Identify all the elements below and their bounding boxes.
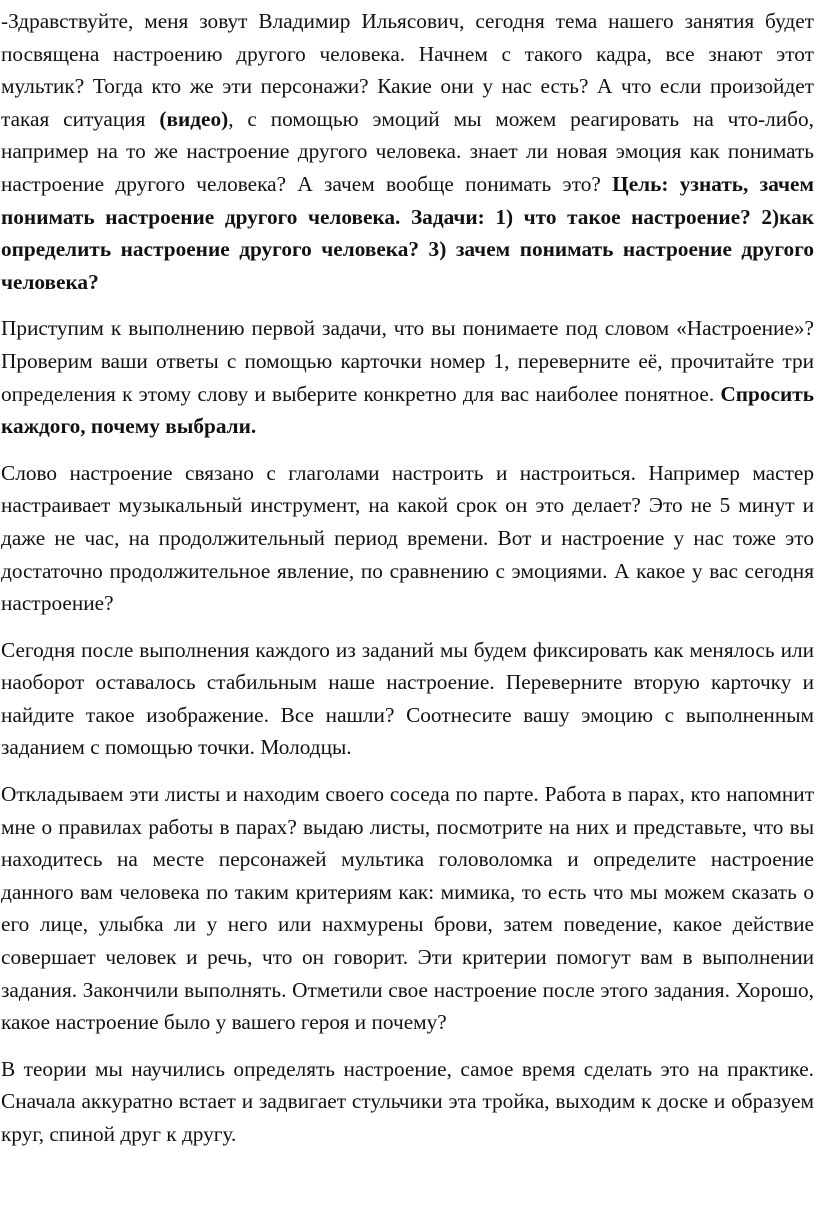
paragraph-6: [1, 1053, 814, 1151]
paragraph-2: [1, 312, 814, 442]
bold-text-run: (видео): [159, 106, 229, 131]
text-run: Откладываем эти листы и находим своего соседа по парте. Работа в парах, кто напомнит мне о правилах работы в парах? выдаю листы, посмотрите на них и представьте, что вы находитесь на месте персонажей мультика головоломка и определите настроение данного вам человека по таким критериям как: мимика, то есть что мы можем сказать о его лице, улыбка ли у него или нахмурены брови, затем поведение, какое действие совершает человек и речь, что он говорит. Эти критерии помогут вам в выполнении задания. Закончили выполнять. Отметили свое настроение после этого задания. Хорошо, какое настроение было у вашего героя и почему?: [1, 782, 814, 1035]
text-run: -Здравствуйте, меня зовут Владимир Ильясович, сегодня тема нашего занятия будет посвящена настроению другого человека. Начнем с такого кадра, все знают этот мультик? Тогда кто же эти персонажи? Какие они у нас есть? А что если произойдет такая ситуация: [1, 9, 814, 131]
text-run: Слово настроение связано с глаголами настроить и настроиться. Например мастер настраивает музыкальный инструмент, на какой срок он это делает? Это не 5 минут и даже не час, на продолжительный период времени. Вот и настроение у нас тоже это достаточно продолжительное явление, по сравнению с эмоциями. А какое у вас сегодня настроение?: [1, 460, 814, 616]
paragraph-5: [1, 778, 814, 1039]
paragraph-3: [1, 457, 814, 620]
paragraph-4: [1, 634, 814, 764]
bold-text-run: Цель: узнать, зачем понимать настроение другого человека. Задачи: 1) что такое настроение? 2)как определить настроение другого человека? 3) зачем понимать настроение другого человека?: [1, 171, 814, 294]
text-run: В теории мы научились определять настроение, самое время сделать это на практике. Сначала аккуратно встает и задвигает стульчики эта тройка, выходим к доске и образуем круг, спиной друг к другу.: [1, 1056, 814, 1146]
text-run: , с помощью эмоций мы можем реагировать на что-либо, например на то же настроение другого человека. знает ли новая эмоция как понимать настроение другого человека? А зачем вообще понимать это?: [1, 106, 814, 196]
text-run: Сегодня после выполнения каждого из заданий мы будем фиксировать как менялось или наоборот оставалось стабильным наше настроение. Переверните вторую карточку и найдите такое изображение. Все нашли? Соотнесите вашу эмоцию с выполненным заданием с помощью точки. Молодцы.: [1, 637, 814, 760]
text-run: Приступим к выполнению первой задачи, что вы понимаете под словом «Настроение»? Проверим ваши ответы с помощью карточки номер 1, переверните её, прочитайте три определения к этому слову и выберите конкретно для вас наиболее понятное.: [1, 316, 814, 406]
paragraph-1: [1, 5, 814, 298]
bold-text-run: Спросить каждого, почему выбрали.: [1, 381, 814, 439]
